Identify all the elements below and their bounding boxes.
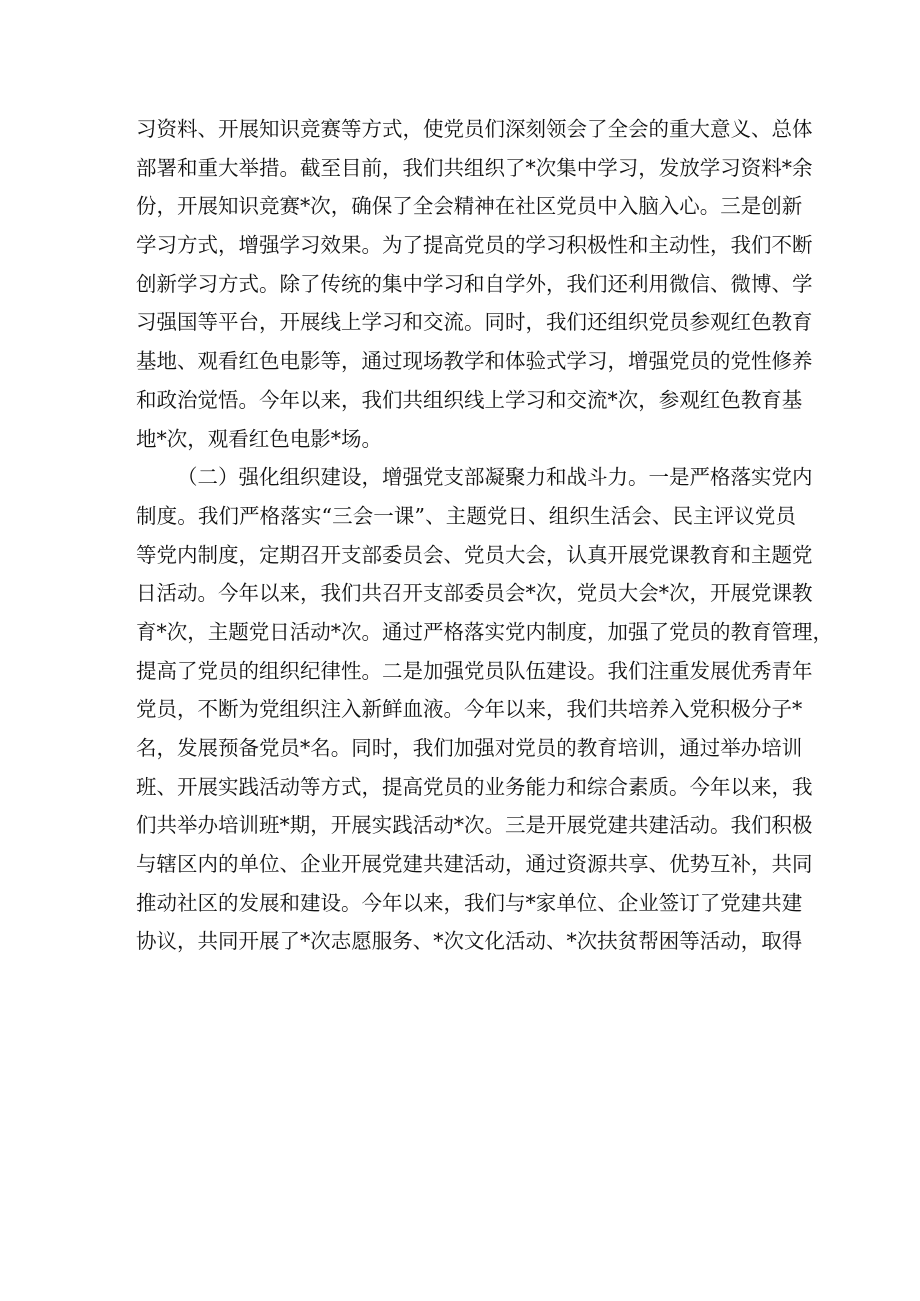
text-line: 制度。我们严格落实“三会一课”、主题党日、组织生活会、民主评议党员 xyxy=(136,503,796,528)
text-line: 名，发展预备党员*名。同时，我们加强对党员的教育培训，通过举办培训 xyxy=(136,736,803,760)
text-line: 创新学习方式。除了传统的集中学习和自学外，我们还利用微信、微博、学 xyxy=(136,271,813,296)
text-line: 推动社区的发展和建设。今年以来，我们与*家单位、企业签订了党建共建 xyxy=(136,890,803,915)
text-line: 基地、观看红色电影等，通过现场教学和体验式学习，增强党员的党性修养 xyxy=(136,349,813,374)
text-line: 份，开展知识竞赛*次，确保了全会精神在社区党员中入脑入心。三是创新 xyxy=(136,194,803,219)
text-line: 部署和重大举措。截至目前，我们共组织了*次集中学习，发放学习资料*余 xyxy=(136,155,813,180)
text-line: 等党内制度，定期召开支部委员会、党员大会，认真开展党课教育和主题党 xyxy=(136,542,813,567)
text-line: 协议，共同开展了*次志愿服务、*次文化活动、*次扶贫帮困等活动，取得 xyxy=(136,929,803,954)
document-body xyxy=(136,110,833,961)
paragraph-organization-building xyxy=(136,458,833,961)
paragraph-study-methods xyxy=(136,110,813,458)
paragraph-heading-line: （二）强化组织建设，增强党支部凝聚力和战斗力。一是严格落实党内 xyxy=(177,465,813,490)
text-line: 学习方式，增强学习效果。为了提高党员的学习积极性和主动性，我们不断 xyxy=(136,233,813,258)
text-line: 班、开展实践活动等方式，提高党员的业务能力和综合素质。今年以来，我 xyxy=(136,774,813,799)
text-line: 地*次，观看红色电影*场。 xyxy=(136,426,382,451)
text-line: 和政治觉悟。今年以来，我们共组织线上学习和交流*次，参观红色教育基 xyxy=(136,387,803,412)
text-line: 们共举办培训班*期，开展实践活动*次。三是开展党建共建活动。我们积极 xyxy=(136,813,813,838)
text-line: 提高了党员的组织纪律性。二是加强党员队伍建设。我们注重发展优秀青年 xyxy=(136,658,813,683)
text-line: 党员，不断为党组织注入新鲜血液。今年以来，我们共培养入党积极分子* xyxy=(136,697,803,722)
text-line: 习强国等平台，开展线上学习和交流。同时，我们还组织党员参观红色教育 xyxy=(136,310,813,335)
text-line: 与辖区内的单位、企业开展党建共建活动，通过资源共享、优势互补，共同 xyxy=(136,852,813,877)
text-line: 习资料、开展知识竞赛等方式，使党员们深刻领会了全会的重大意义、总体 xyxy=(136,117,813,141)
text-line: 日活动。今年以来，我们共召开支部委员会*次，党员大会*次，开展党课教 xyxy=(136,581,813,606)
text-line: 育*次，主题党日活动*次。通过严格落实党内制度，加强了党员的教育管理， xyxy=(136,619,833,644)
